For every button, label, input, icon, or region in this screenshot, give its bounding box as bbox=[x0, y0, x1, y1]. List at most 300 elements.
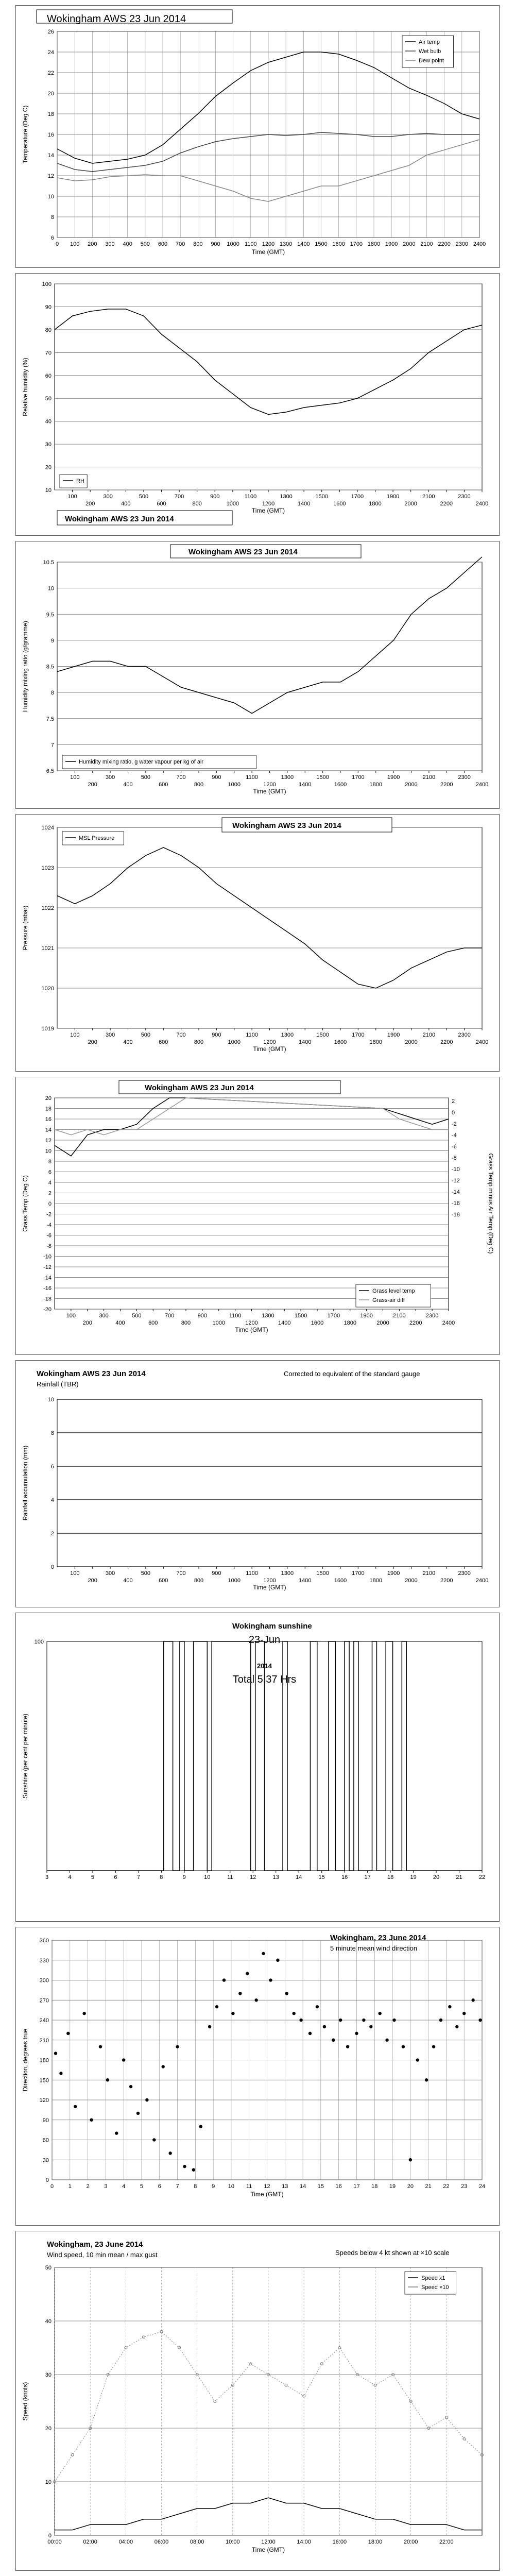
y2-tick-label: -18 bbox=[452, 1212, 460, 1218]
data-point bbox=[99, 2045, 102, 2048]
y-tick-label: 30 bbox=[45, 442, 52, 448]
data-point bbox=[262, 1952, 265, 1955]
x-tick-label: 0 bbox=[55, 241, 59, 247]
data-point bbox=[59, 2072, 62, 2075]
x-tick-label: 3 bbox=[104, 2183, 108, 2190]
x-tick-label: 1500 bbox=[316, 1032, 329, 1038]
x-tick-label: 16:00 bbox=[332, 2539, 347, 2545]
y-tick-label: 6 bbox=[48, 1169, 52, 1176]
x-tick-label: 23 bbox=[461, 2183, 468, 2190]
y-tick-label: 10 bbox=[45, 2479, 52, 2485]
x-tick-label: 1600 bbox=[334, 782, 347, 788]
data-point bbox=[339, 2019, 342, 2022]
x-tick-label: 900 bbox=[212, 1570, 221, 1577]
x-tick-label: 10 bbox=[204, 1874, 211, 1880]
legend-label: Speed ×10 bbox=[421, 2284, 449, 2291]
y-tick-label: 1020 bbox=[41, 986, 54, 992]
x-tick-label: 2200 bbox=[440, 501, 453, 507]
y-tick-label: -18 bbox=[43, 1296, 52, 1302]
y-tick-label: 9.5 bbox=[46, 612, 54, 618]
x-tick-label: 2300 bbox=[455, 241, 469, 247]
x-tick-label: 2400 bbox=[475, 1039, 489, 1045]
x-tick-label: 200 bbox=[88, 241, 97, 247]
y-tick-label: 6.5 bbox=[46, 768, 54, 774]
data-point bbox=[145, 2098, 148, 2102]
y-tick-label: 2 bbox=[50, 1531, 54, 1537]
x-tick-label: 600 bbox=[157, 501, 166, 507]
data-point bbox=[162, 2065, 165, 2068]
x-tick-label: 7 bbox=[136, 1874, 140, 1880]
x-tick-label: 10 bbox=[228, 2183, 235, 2190]
x-tick-label: 1600 bbox=[332, 241, 345, 247]
x-tick-label: 1900 bbox=[360, 1313, 373, 1319]
y-tick-label: 20 bbox=[45, 464, 52, 471]
legend-label: Grass level temp bbox=[372, 1288, 415, 1294]
x-tick-label: 1300 bbox=[262, 1313, 274, 1319]
x-tick-label: 100 bbox=[67, 494, 77, 500]
x-tick-label: 2400 bbox=[442, 1320, 455, 1326]
x-tick-label: 6 bbox=[158, 2183, 161, 2190]
x-tick-label: 2100 bbox=[422, 494, 435, 500]
x-tick-label: 1700 bbox=[351, 494, 364, 500]
x-tick-label: 2400 bbox=[473, 241, 486, 247]
y-tick-label: -16 bbox=[43, 1285, 52, 1292]
x-tick-label: 900 bbox=[210, 494, 220, 500]
y-tick-label: 1023 bbox=[41, 865, 54, 871]
chart-title: Wokingham AWS 23 Jun 2014 bbox=[232, 821, 341, 830]
x-tick-label: 1600 bbox=[333, 501, 346, 507]
y-tick-label: 20 bbox=[47, 91, 54, 97]
y-axis-label: Sunshine (per cent per minute) bbox=[22, 1714, 29, 1799]
y-axis-label: Direction, degrees true bbox=[22, 2028, 29, 2092]
sunshine-chart bbox=[15, 1613, 500, 1922]
x-tick-label: 1300 bbox=[281, 1570, 294, 1577]
y2-tick-label: -16 bbox=[452, 1200, 460, 1207]
y-tick-label: 50 bbox=[45, 2265, 52, 2271]
y-tick-label: 150 bbox=[39, 2077, 49, 2084]
x-tick-label: 19 bbox=[389, 2183, 396, 2190]
y-tick-label: 30 bbox=[45, 2372, 52, 2378]
x-axis-label: Time (GMT) bbox=[251, 2546, 285, 2553]
x-tick-label: 700 bbox=[175, 241, 185, 247]
x-tick-label: 900 bbox=[211, 241, 220, 247]
x-axis-label: Time (GMT) bbox=[251, 248, 285, 256]
data-point bbox=[276, 1959, 279, 1962]
x-tick-label: 1600 bbox=[334, 1039, 347, 1045]
y-axis-label: Pressure (mbar) bbox=[22, 905, 29, 951]
y2-tick-label: -8 bbox=[452, 1155, 457, 1161]
x-tick-label: 1900 bbox=[387, 774, 400, 781]
x-tick-label: 800 bbox=[194, 782, 204, 788]
y-tick-label: 24 bbox=[47, 49, 54, 56]
y2-tick-label: -10 bbox=[452, 1166, 460, 1173]
y-tick-label: 30 bbox=[42, 2157, 49, 2164]
x-tick-label: 200 bbox=[88, 782, 97, 788]
x-axis-label: Time (GMT) bbox=[251, 507, 285, 514]
chart-title: Wokingham, 23 June 2014 bbox=[47, 2240, 143, 2249]
x-tick-label: 900 bbox=[212, 1032, 221, 1038]
y-tick-label: 26 bbox=[47, 29, 54, 35]
data-point bbox=[316, 2005, 319, 2008]
y-tick-label: 80 bbox=[45, 327, 52, 333]
x-axis-label: Time (GMT) bbox=[250, 2191, 284, 2198]
x-tick-label: 1700 bbox=[350, 241, 363, 247]
x-tick-label: 600 bbox=[158, 241, 168, 247]
x-tick-label: 2300 bbox=[458, 1570, 471, 1577]
x-tick-label: 2400 bbox=[475, 782, 489, 788]
y-tick-label: 18 bbox=[47, 111, 54, 117]
plot-area bbox=[55, 284, 482, 490]
x-tick-label: 400 bbox=[115, 1320, 125, 1326]
x-tick-label: 2400 bbox=[475, 501, 489, 507]
data-point bbox=[332, 2039, 335, 2042]
data-point bbox=[402, 2045, 405, 2048]
y-tick-label: 10 bbox=[45, 1148, 52, 1155]
x-tick-label: 2100 bbox=[422, 774, 436, 781]
x-tick-label: 19 bbox=[410, 1874, 417, 1880]
data-point bbox=[54, 2052, 57, 2055]
data-point bbox=[455, 2025, 458, 2028]
x-tick-label: 1900 bbox=[387, 1032, 400, 1038]
x-tick-label: 21 bbox=[425, 2183, 432, 2190]
y-tick-label: 10 bbox=[47, 585, 54, 592]
data-point bbox=[285, 1992, 288, 1995]
x-tick-label: 1100 bbox=[245, 241, 257, 247]
y2-tick-label: -12 bbox=[452, 1178, 460, 1184]
y-tick-label: 4 bbox=[50, 1497, 54, 1503]
data-point bbox=[129, 2085, 132, 2088]
x-tick-label: 5 bbox=[91, 1874, 95, 1880]
air-temperature-chart bbox=[15, 5, 500, 268]
y-tick-label: 300 bbox=[39, 1977, 49, 1984]
data-point bbox=[192, 2168, 195, 2171]
relative-humidity-svg bbox=[16, 274, 499, 535]
data-point bbox=[378, 2012, 381, 2015]
x-tick-label: 300 bbox=[105, 1032, 115, 1038]
x-tick-label: 200 bbox=[88, 1578, 97, 1584]
x-tick-label: 1100 bbox=[246, 1570, 258, 1577]
x-tick-label: 3 bbox=[45, 1874, 49, 1880]
x-tick-label: 1800 bbox=[369, 501, 382, 507]
y-tick-label: 60 bbox=[42, 2137, 49, 2144]
x-tick-label: 1500 bbox=[316, 774, 329, 781]
y-tick-label: 10 bbox=[47, 194, 54, 200]
x-tick-label: 1500 bbox=[316, 1570, 329, 1577]
air-temperature-svg bbox=[16, 6, 499, 267]
x-tick-label: 500 bbox=[140, 241, 150, 247]
x-tick-label: 1800 bbox=[367, 241, 381, 247]
x-tick-label: 1200 bbox=[263, 1578, 276, 1584]
x-tick-label: 1800 bbox=[369, 1039, 382, 1045]
x-axis-label: Time (GMT) bbox=[235, 1326, 268, 1333]
x-tick-label: 700 bbox=[176, 1032, 186, 1038]
chart-note: Speeds below 4 kt shown at ×10 scale bbox=[335, 2249, 450, 2257]
x-tick-label: 15 bbox=[317, 2183, 324, 2190]
y-tick-label: 7 bbox=[50, 742, 54, 749]
x-tick-label: 1400 bbox=[278, 1320, 291, 1326]
y-tick-label: -20 bbox=[43, 1307, 52, 1313]
x-tick-label: 2300 bbox=[458, 1032, 471, 1038]
wind-speed-chart bbox=[15, 2231, 500, 2571]
x-tick-label: 7 bbox=[176, 2183, 179, 2190]
x-tick-label: 300 bbox=[99, 1313, 109, 1319]
x-tick-label: 13 bbox=[272, 1874, 279, 1880]
x-tick-label: 6 bbox=[114, 1874, 117, 1880]
x-tick-label: 2200 bbox=[440, 782, 453, 788]
data-point bbox=[199, 2125, 202, 2128]
y-axis-label: Humidity mixing ratio (g/gramme) bbox=[22, 621, 29, 712]
y-tick-label: 14 bbox=[47, 152, 54, 159]
x-tick-label: 1300 bbox=[281, 774, 294, 781]
sunshine-svg bbox=[16, 1613, 499, 1921]
x-tick-label: 800 bbox=[193, 241, 203, 247]
chart-note: Corrected to equivalent of the standard gauge bbox=[284, 1370, 420, 1378]
legend-label: Wet bulb bbox=[419, 48, 441, 55]
x-tick-label: 1400 bbox=[299, 1039, 312, 1045]
chart-subtitle: Rainfall (TBR) bbox=[37, 1380, 79, 1388]
x-tick-label: 2100 bbox=[422, 1570, 436, 1577]
x-tick-label: 06:00 bbox=[154, 2539, 169, 2545]
y-tick-label: -2 bbox=[46, 1211, 52, 1218]
data-point bbox=[152, 2138, 156, 2141]
data-point bbox=[269, 1978, 272, 1981]
y-tick-label: 20 bbox=[45, 1095, 52, 1101]
x-tick-label: 17 bbox=[353, 2183, 360, 2190]
data-point bbox=[168, 2151, 171, 2155]
x-tick-label: 1600 bbox=[334, 1578, 347, 1584]
y-tick-label: 210 bbox=[39, 2037, 49, 2044]
x-tick-label: 1000 bbox=[228, 782, 241, 788]
y-axis-label: Relative humidity (%) bbox=[22, 358, 29, 416]
x-tick-label: 9 bbox=[182, 1874, 186, 1880]
y-axis-label: Speed (knots) bbox=[22, 2382, 29, 2421]
data-point bbox=[362, 2019, 365, 2022]
y-tick-label: 330 bbox=[39, 1957, 49, 1964]
x-tick-label: 16 bbox=[341, 1874, 348, 1880]
chart-title: Wokingham AWS 23 Jun 2014 bbox=[47, 13, 186, 25]
x-tick-label: 100 bbox=[70, 1570, 80, 1577]
x-tick-label: 2100 bbox=[420, 241, 433, 247]
plot-area bbox=[57, 827, 482, 1028]
y-tick-label: 0 bbox=[50, 1564, 54, 1570]
grass-temperature-chart bbox=[15, 1077, 500, 1355]
x-tick-label: 100 bbox=[66, 1313, 76, 1319]
x-tick-label: 22 bbox=[443, 2183, 450, 2190]
x-tick-label: 800 bbox=[181, 1320, 191, 1326]
data-point bbox=[208, 2025, 211, 2028]
y-tick-label: 10 bbox=[45, 487, 52, 494]
x-tick-label: 8 bbox=[160, 1874, 163, 1880]
x-tick-label: 300 bbox=[103, 494, 113, 500]
data-point bbox=[246, 1972, 249, 1975]
x-tick-label: 1700 bbox=[327, 1313, 340, 1319]
mixing-ratio-chart bbox=[15, 541, 500, 809]
x-tick-label: 1800 bbox=[344, 1320, 356, 1326]
x-tick-label: 21 bbox=[456, 1874, 462, 1880]
x-tick-label: 1800 bbox=[369, 782, 382, 788]
data-point bbox=[432, 2045, 435, 2048]
y-tick-label: 16 bbox=[47, 132, 54, 138]
x-tick-label: 400 bbox=[123, 1039, 133, 1045]
y-tick-label: 8 bbox=[48, 1159, 52, 1165]
x-tick-label: 1800 bbox=[369, 1578, 382, 1584]
data-point bbox=[448, 2005, 451, 2008]
chart-title: Wokingham AWS 23 Jun 2014 bbox=[145, 1083, 254, 1092]
y-tick-label: 50 bbox=[45, 396, 52, 402]
x-tick-label: 20:00 bbox=[403, 2539, 418, 2545]
legend-label: MSL Pressure bbox=[79, 835, 115, 841]
y-tick-label: 270 bbox=[39, 1997, 49, 2004]
y2-axis-label: Grass Temp minus Air Temp (Deg C) bbox=[487, 1153, 494, 1254]
x-tick-label: 1400 bbox=[297, 501, 311, 507]
x-tick-label: 11 bbox=[227, 1874, 233, 1880]
x-tick-label: 2300 bbox=[458, 494, 471, 500]
x-tick-label: 300 bbox=[105, 1570, 115, 1577]
x-tick-label: 1700 bbox=[352, 1570, 365, 1577]
y-tick-label: 0 bbox=[45, 2177, 49, 2183]
x-tick-label: 1500 bbox=[294, 1313, 307, 1319]
y-tick-label: 9 bbox=[50, 637, 54, 644]
y-tick-label: 20 bbox=[45, 2426, 52, 2432]
y-tick-label: 1024 bbox=[41, 825, 54, 831]
x-tick-label: 2100 bbox=[422, 1032, 436, 1038]
data-point bbox=[462, 2012, 466, 2015]
x-tick-label: 24 bbox=[478, 2183, 486, 2190]
data-point bbox=[106, 2078, 109, 2081]
x-tick-label: 04:00 bbox=[118, 2539, 133, 2545]
y-tick-label: 120 bbox=[39, 2097, 49, 2104]
x-tick-label: 300 bbox=[105, 774, 115, 781]
data-point bbox=[416, 2058, 419, 2061]
x-tick-label: 1500 bbox=[315, 241, 328, 247]
x-tick-label: 2400 bbox=[475, 1578, 489, 1584]
data-point bbox=[90, 2119, 93, 2122]
x-tick-label: 1000 bbox=[228, 1039, 241, 1045]
y-tick-label: 240 bbox=[39, 2018, 49, 2024]
x-tick-label: 8 bbox=[194, 2183, 197, 2190]
x-tick-label: 1200 bbox=[263, 1039, 276, 1045]
x-tick-label: 1200 bbox=[262, 501, 275, 507]
y-tick-label: 14 bbox=[45, 1127, 52, 1133]
y-tick-label: 8 bbox=[50, 214, 54, 221]
y-tick-label: 6 bbox=[50, 1464, 54, 1470]
x-tick-label: 100 bbox=[70, 1032, 80, 1038]
x-tick-label: 14 bbox=[296, 1874, 302, 1880]
x-tick-label: 400 bbox=[123, 1578, 133, 1584]
y-tick-label: 8 bbox=[50, 1430, 54, 1436]
y2-tick-label: 2 bbox=[452, 1098, 455, 1105]
y-tick-label: 12 bbox=[45, 1138, 52, 1144]
x-tick-label: 1400 bbox=[299, 1578, 312, 1584]
y-tick-label: -4 bbox=[46, 1222, 52, 1228]
x-tick-label: 2000 bbox=[403, 241, 416, 247]
x-tick-label: 700 bbox=[176, 774, 186, 781]
rainfall-chart bbox=[15, 1360, 500, 1607]
y-axis-label: Rainfall accumulation (mm) bbox=[22, 1445, 29, 1521]
y-tick-label: 16 bbox=[45, 1116, 52, 1123]
legend-label: Air temp bbox=[419, 39, 440, 45]
pressure-svg bbox=[16, 815, 499, 1071]
y-axis-label: Temperature (Deg C) bbox=[22, 105, 29, 164]
x-tick-label: 400 bbox=[123, 241, 132, 247]
x-tick-label: 2000 bbox=[405, 1039, 418, 1045]
chart-title: Wokingham, 23 June 2014 bbox=[330, 1934, 426, 1942]
x-tick-label: 1900 bbox=[385, 241, 398, 247]
y-tick-label: 12 bbox=[47, 173, 54, 179]
x-tick-label: 22 bbox=[478, 1874, 486, 1880]
chart-subtitle: 23-Jun bbox=[248, 1634, 281, 1646]
x-tick-label: 1000 bbox=[227, 241, 239, 247]
y-tick-label: 8.5 bbox=[46, 664, 54, 670]
data-point bbox=[183, 2165, 186, 2168]
x-tick-label: 500 bbox=[141, 774, 151, 781]
x-tick-label: 4 bbox=[122, 2183, 126, 2190]
legend-label: RH bbox=[76, 478, 84, 484]
x-tick-label: 1900 bbox=[387, 1570, 400, 1577]
chart-year: 2014 bbox=[257, 1662, 272, 1670]
data-point bbox=[292, 2012, 295, 2015]
x-tick-label: 2000 bbox=[405, 782, 418, 788]
data-point bbox=[222, 1978, 226, 1981]
y2-tick-label: -6 bbox=[452, 1144, 457, 1150]
x-tick-label: 300 bbox=[105, 241, 115, 247]
x-tick-label: 1000 bbox=[212, 1320, 225, 1326]
chart-title: Wokingham AWS 23 Jun 2014 bbox=[65, 515, 174, 523]
y2-tick-label: -14 bbox=[452, 1189, 460, 1195]
data-point bbox=[122, 2058, 125, 2061]
y-tick-label: 90 bbox=[42, 2117, 49, 2124]
wind-direction-chart bbox=[15, 1927, 500, 2226]
x-tick-label: 1900 bbox=[386, 494, 400, 500]
y2-tick-label: 0 bbox=[452, 1110, 455, 1116]
x-tick-label: 12 bbox=[264, 2183, 270, 2190]
y-tick-label: 40 bbox=[45, 418, 52, 425]
x-tick-label: 2 bbox=[86, 2183, 90, 2190]
data-point bbox=[369, 2025, 372, 2028]
x-tick-label: 800 bbox=[194, 1039, 204, 1045]
mixing-ratio-svg bbox=[16, 541, 499, 808]
x-tick-label: 700 bbox=[176, 1570, 186, 1577]
y-axis-label: Grass Temp (Deg C) bbox=[22, 1175, 29, 1232]
x-tick-label: 2000 bbox=[376, 1320, 389, 1326]
y-tick-label: 22 bbox=[47, 70, 54, 76]
x-axis-label: Time (GMT) bbox=[253, 1584, 286, 1591]
x-tick-label: 100 bbox=[70, 774, 80, 781]
x-tick-label: 13 bbox=[282, 2183, 288, 2190]
x-tick-label: 700 bbox=[174, 494, 184, 500]
data-point bbox=[66, 2032, 70, 2035]
pressure-chart bbox=[15, 814, 500, 1072]
y-tick-label: 40 bbox=[45, 2318, 52, 2325]
x-tick-label: 2200 bbox=[440, 1039, 453, 1045]
legend-label: Dew point bbox=[419, 58, 444, 64]
data-point bbox=[238, 1992, 242, 1995]
y-tick-label: 18 bbox=[45, 1106, 52, 1112]
x-tick-label: 400 bbox=[123, 782, 133, 788]
y-tick-label: 8 bbox=[50, 690, 54, 697]
x-tick-label: 02:00 bbox=[83, 2539, 97, 2545]
x-tick-label: 2300 bbox=[458, 774, 471, 781]
x-tick-label: 11 bbox=[246, 2183, 252, 2190]
x-tick-label: 1200 bbox=[245, 1320, 258, 1326]
y-tick-label: 0 bbox=[48, 2533, 52, 2539]
x-tick-label: 1000 bbox=[228, 1578, 241, 1584]
data-point bbox=[176, 2045, 179, 2048]
x-tick-label: 1 bbox=[68, 2183, 72, 2190]
y-tick-label: 360 bbox=[39, 1938, 49, 1944]
x-tick-label: 2000 bbox=[405, 1578, 418, 1584]
data-point bbox=[74, 2105, 77, 2108]
